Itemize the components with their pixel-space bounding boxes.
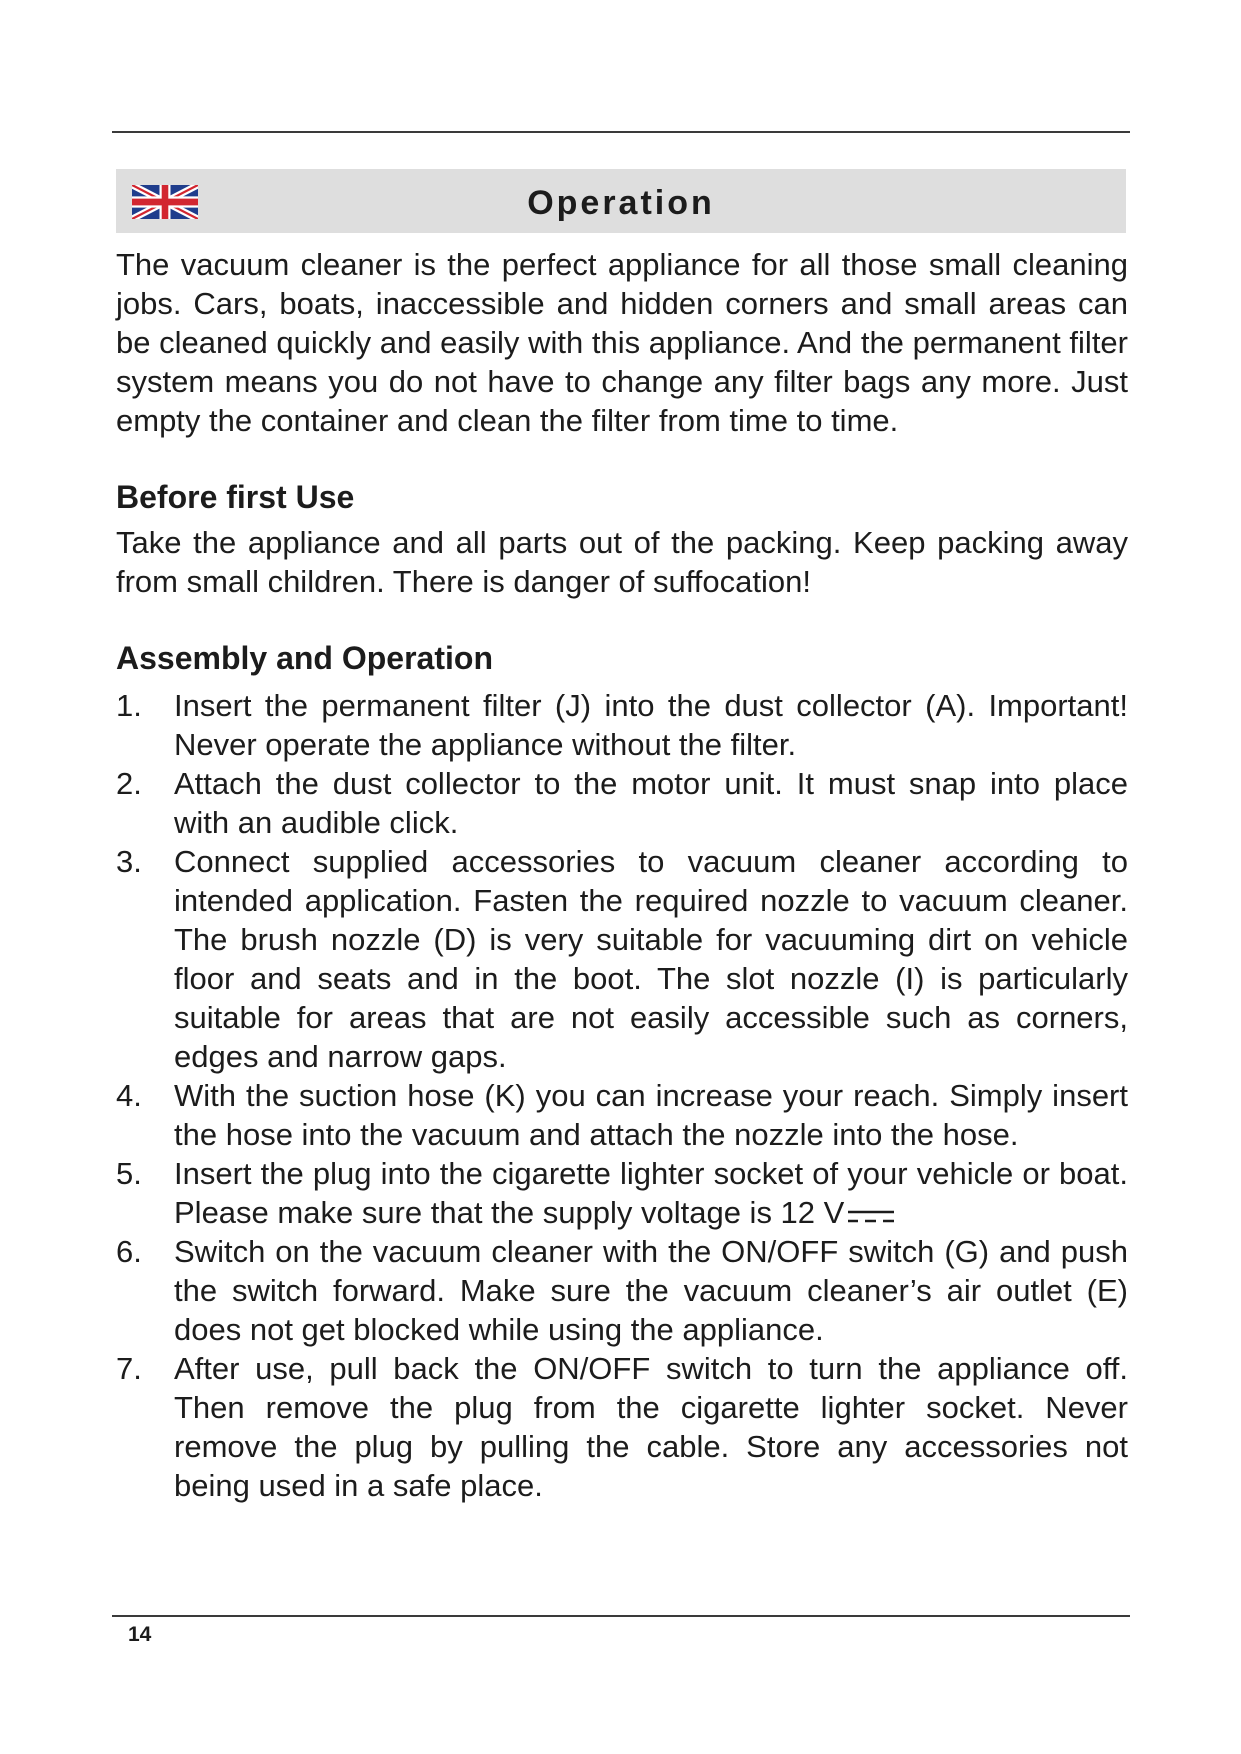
before-first-use-heading: Before first Use	[116, 479, 355, 515]
assembly-step	[116, 842, 1128, 1076]
page-number: 14	[128, 1623, 152, 1646]
assembly-step	[116, 764, 1128, 842]
step-text: Insert the plug into the cigarette lighter socket of your vehicle or boat. Please make sure that the supply voltage is 12 V	[174, 1156, 1128, 1230]
assembly-heading: Assembly and Operation	[116, 640, 493, 676]
step-number: 6.	[116, 1234, 142, 1269]
step-text: Connect supplied accessories to vacuum cleaner according to intended application. Fasten the required nozzle to vacuum cleaner. The brush nozzle (D) is very suitable for vacuuming dirt on vehicle floor and seats and in the boot. The slot nozzle (I) is particularly suitable for areas that are not easily accessible such as corners, edges and narrow gaps.	[174, 844, 1128, 1074]
bottom-rule	[112, 1615, 1130, 1617]
assembly-step	[116, 1349, 1128, 1505]
top-rule	[112, 131, 1130, 133]
step-number: 1.	[116, 688, 142, 723]
step-text: Switch on the vacuum cleaner with the ON/OFF switch (G) and push the switch forward. Make sure the vacuum cleaner’s air outlet (E) does not get blocked while using the appliance.	[174, 1234, 1128, 1347]
step-text: With the suction hose (K) you can increase your reach. Simply insert the hose into the vacuum and attach the nozzle into the hose.	[174, 1078, 1128, 1152]
step-text: Attach the dust collector to the motor unit. It must snap into place with an audible click.	[174, 766, 1128, 840]
step-number: 5.	[116, 1156, 142, 1191]
step-number: 2.	[116, 766, 142, 801]
assembly-step	[116, 1232, 1128, 1349]
page-content	[116, 245, 1128, 1505]
assembly-step	[116, 1076, 1128, 1154]
intro-paragraph: The vacuum cleaner is the perfect appliance for all those small cleaning jobs. Cars, boats, inaccessible and hidden corners and small areas can be cleaned quickly and easily with this appliance. And the permanent filter system means you do not have to change any filter bags any more. Just empty the container and clean the filter from time to time.	[116, 247, 1128, 438]
assembly-step	[116, 686, 1128, 764]
step-number: 3.	[116, 844, 142, 879]
assembly-steps-list	[116, 686, 1128, 1505]
assembly-step	[116, 1154, 1128, 1232]
section-title: Operation	[527, 184, 715, 222]
dc-current-icon	[844, 1207, 896, 1225]
step-number: 4.	[116, 1078, 142, 1113]
step-number: 7.	[116, 1351, 142, 1386]
step-text: After use, pull back the ON/OFF switch to turn the appliance off. Then remove the plug from the cigarette lighter socket. Never remove the plug by pulling the cable. Store any accessories not being used in a safe place.	[174, 1351, 1128, 1503]
step-text: Insert the permanent filter (J) into the dust collector (A). Important! Never operate the appliance without the filter.	[174, 688, 1128, 762]
before-first-use-text: Take the appliance and all parts out of the packing. Keep packing away from small children. There is danger of suffocation!	[116, 525, 1128, 599]
section-header	[116, 169, 1126, 233]
